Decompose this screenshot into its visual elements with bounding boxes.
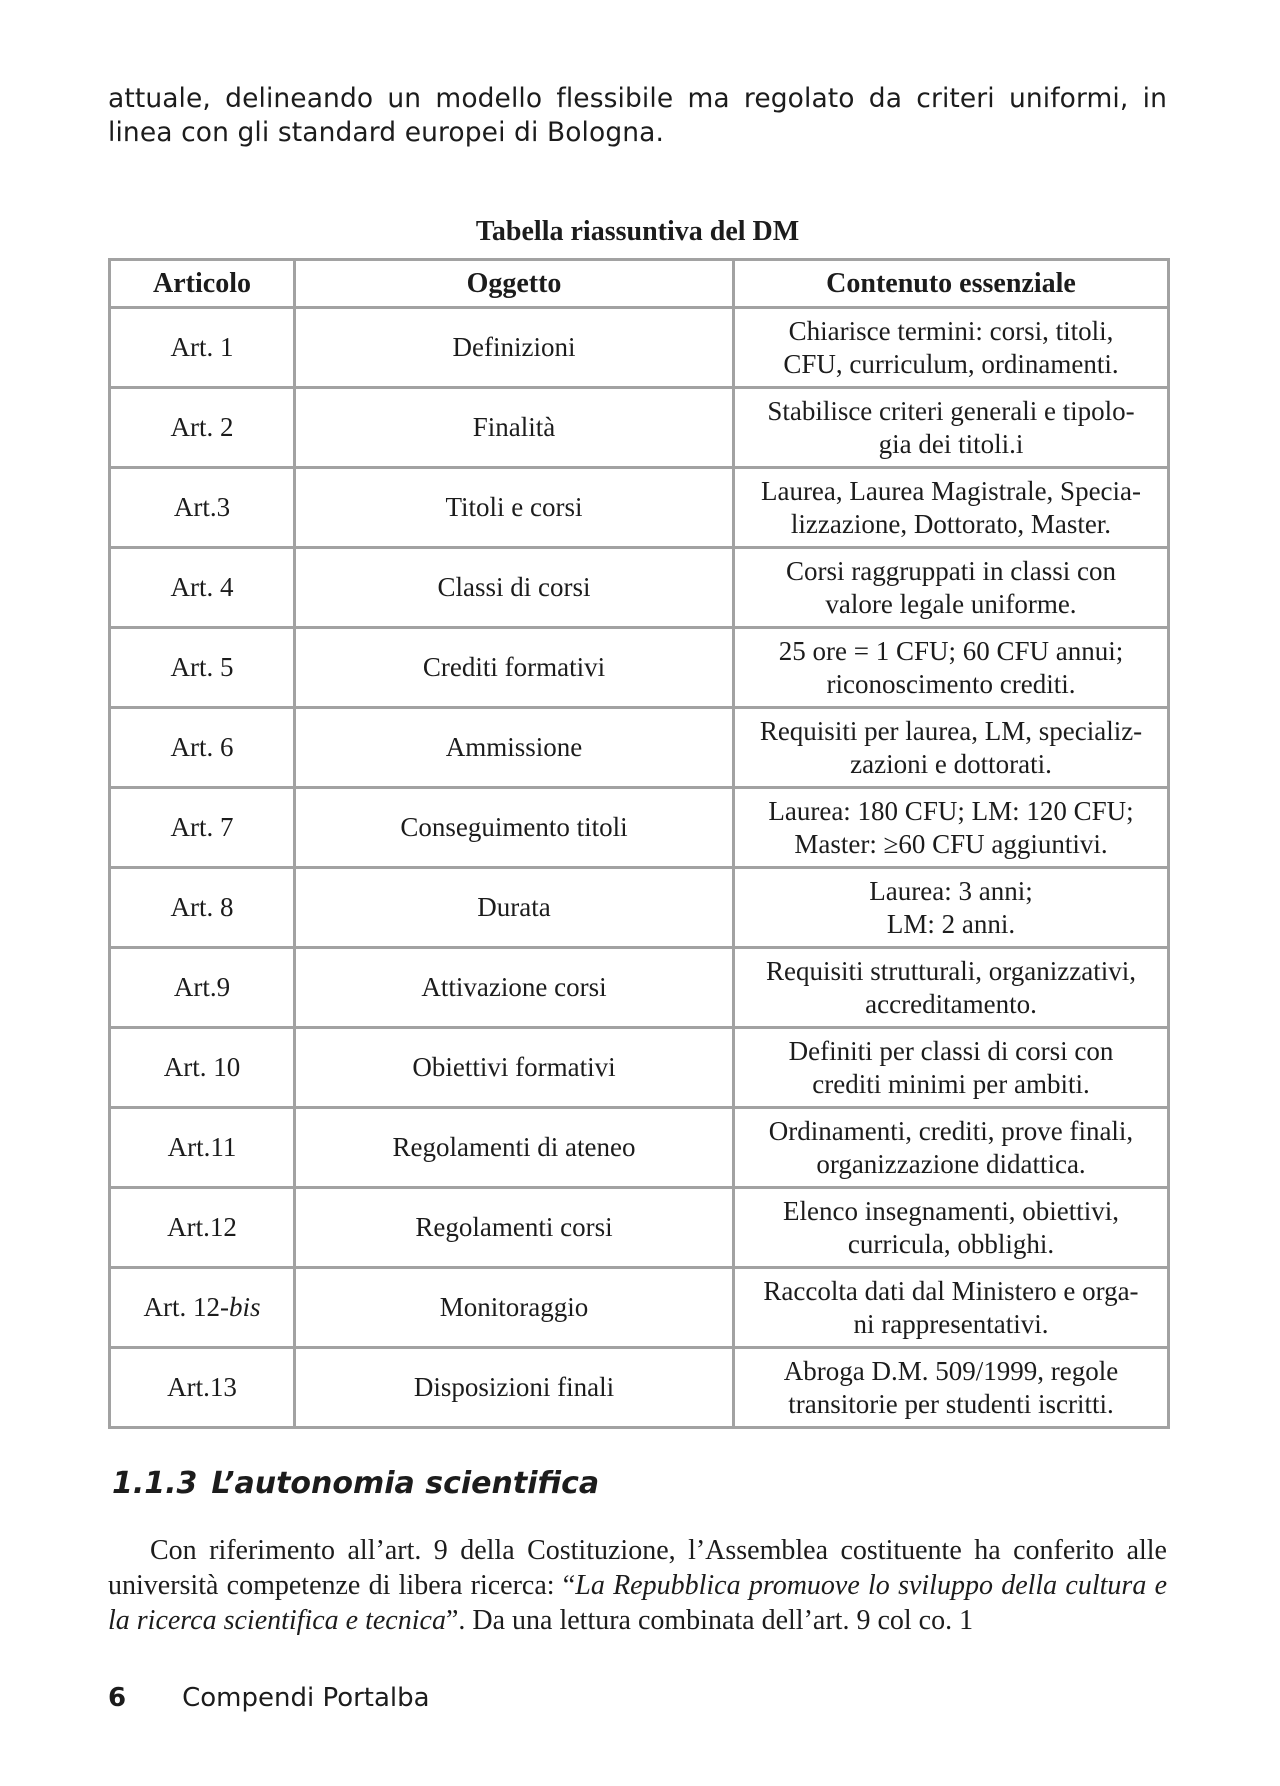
- articolo-text: Art.12: [167, 1212, 237, 1242]
- contenuto-line: Chiarisce termini: corsi, titoli,: [788, 315, 1114, 346]
- contenuto-line: Requisiti per laurea, LM, specializ-: [759, 715, 1143, 746]
- cell-contenuto: [734, 708, 1169, 788]
- table-row: [110, 388, 1169, 468]
- paragraph-text-2: ”. Da una lettura combinata dell’art. 9 col co. 1: [445, 1605, 974, 1636]
- section-number: 1.1.3: [112, 1466, 198, 1501]
- cell-articolo: [110, 1188, 295, 1268]
- contenuto-line: Master: ≥60 CFU aggiuntivi.: [794, 828, 1108, 859]
- cell-articolo: [110, 468, 295, 548]
- cell-oggetto: Attivazione corsi: [295, 948, 734, 1028]
- articolo-text: Art. 6: [170, 732, 234, 762]
- contenuto-line: accreditamento.: [865, 988, 1037, 1019]
- articolo-text: Art. 8: [170, 892, 234, 922]
- page-footer: [108, 1683, 430, 1713]
- cell-oggetto: Obiettivi formativi: [295, 1028, 734, 1108]
- contenuto-line: ni rappresentativi.: [853, 1308, 1049, 1339]
- articolo-text: Art. 4: [170, 572, 234, 602]
- table-header-row: [110, 260, 1169, 308]
- contenuto-line: Laurea, Laurea Magistrale, Specia-: [760, 475, 1142, 506]
- articolo-italic-suffix: bis: [228, 1292, 261, 1322]
- cell-contenuto: [734, 788, 1169, 868]
- contenuto-line: LM: 2 anni.: [886, 908, 1016, 939]
- table-row: [110, 308, 1169, 388]
- header-articolo: Articolo: [110, 260, 295, 308]
- section-title: L’autonomia scientifica: [211, 1466, 600, 1501]
- articolo-text: Art. 5: [170, 652, 234, 682]
- articolo-text: Art.13: [167, 1372, 237, 1402]
- contenuto-line: Ordinamenti, crediti, prove finali,: [768, 1115, 1134, 1146]
- table-row: [110, 788, 1169, 868]
- header-contenuto: Contenuto essenziale: [734, 260, 1169, 308]
- table-caption: Tabella riassuntiva del DM: [475, 216, 800, 247]
- cell-oggetto: Titoli e corsi: [295, 468, 734, 548]
- table-row: [110, 948, 1169, 1028]
- articolo-text: Art. 2: [170, 412, 234, 442]
- contenuto-line: valore legale uniforme.: [825, 588, 1077, 619]
- articolo-text: Art.3: [173, 492, 231, 522]
- cell-articolo: [110, 1028, 295, 1108]
- intro-paragraph: attuale, delineando un modello flessibile ma regolato da criteri uniformi, in linea con gli standard europei di Bologna.: [108, 83, 1167, 148]
- cell-contenuto: [734, 308, 1169, 388]
- table-row: [110, 628, 1169, 708]
- table-row: [110, 1268, 1169, 1348]
- contenuto-line: CFU, curriculum, ordinamenti.: [783, 348, 1119, 379]
- cell-articolo: [110, 308, 295, 388]
- publication-name: Compendi Portalba: [182, 1683, 430, 1713]
- cell-oggetto: Ammissione: [295, 708, 734, 788]
- table-row: [110, 708, 1169, 788]
- cell-contenuto: [734, 388, 1169, 468]
- contenuto-line: Raccolta dati dal Ministero e orga-: [763, 1275, 1139, 1306]
- cell-contenuto: [734, 868, 1169, 948]
- contenuto-line: riconoscimento crediti.: [826, 668, 1076, 699]
- articolo-text: Art.11: [167, 1132, 237, 1162]
- cell-contenuto: [734, 468, 1169, 548]
- cell-contenuto: [734, 1188, 1169, 1268]
- articolo-text: Art. 10: [163, 1052, 241, 1082]
- cell-articolo: [110, 388, 295, 468]
- cell-contenuto: [734, 628, 1169, 708]
- table-row: [110, 1028, 1169, 1108]
- constitution-quote: La Repubblica promuove lo sviluppo della cultura e la ricerca scientifica e tecnica: [108, 1570, 1168, 1636]
- articolo-text: Art. 12-: [143, 1292, 229, 1322]
- cell-oggetto: Monitoraggio: [295, 1268, 734, 1348]
- contenuto-line: Laurea: 180 CFU; LM: 120 CFU;: [768, 795, 1134, 826]
- contenuto-line: curricula, obblighi.: [847, 1228, 1055, 1259]
- section-heading: [112, 1466, 599, 1501]
- contenuto-line: gia dei titoli.i: [878, 428, 1024, 459]
- contenuto-line: Definiti per classi di corsi con: [788, 1035, 1114, 1066]
- cell-articolo: [110, 1348, 295, 1428]
- table-row: [110, 468, 1169, 548]
- cell-oggetto: Conseguimento titoli: [295, 788, 734, 868]
- cell-contenuto: [734, 1348, 1169, 1428]
- cell-oggetto: Regolamenti di ateneo: [295, 1108, 734, 1188]
- cell-articolo: [110, 548, 295, 628]
- contenuto-line: organizzazione didattica.: [816, 1148, 1086, 1179]
- cell-oggetto: Classi di corsi: [295, 548, 734, 628]
- cell-oggetto: Finalità: [295, 388, 734, 468]
- table-row: [110, 868, 1169, 948]
- cell-oggetto: Disposizioni finali: [295, 1348, 734, 1428]
- cell-contenuto: [734, 1028, 1169, 1108]
- contenuto-line: transitorie per studenti iscritti.: [788, 1388, 1114, 1419]
- paragraph-text-1: Con riferimento all’art. 9 della Costituzione, l’Assemblea costituente ha conferito alle università competenze di libera ricerca: “: [108, 1535, 1167, 1601]
- summary-table: [108, 258, 1170, 1429]
- cell-articolo: [110, 628, 295, 708]
- contenuto-line: zazioni e dottorati.: [850, 748, 1052, 779]
- cell-articolo: [110, 948, 295, 1028]
- page-number: 6: [108, 1683, 127, 1713]
- cell-contenuto: [734, 548, 1169, 628]
- articolo-text: Art. 7: [170, 812, 234, 842]
- cell-articolo: [110, 1108, 295, 1188]
- cell-articolo: [110, 788, 295, 868]
- articolo-text: Art.9: [173, 972, 231, 1002]
- cell-articolo: [110, 868, 295, 948]
- cell-articolo: [110, 1268, 295, 1348]
- cell-oggetto: Regolamenti corsi: [295, 1188, 734, 1268]
- table-row: [110, 1348, 1169, 1428]
- cell-oggetto: Definizioni: [295, 308, 734, 388]
- header-oggetto: Oggetto: [295, 260, 734, 308]
- contenuto-line: Stabilisce criteri generali e tipolo-: [767, 395, 1135, 426]
- table-row: [110, 548, 1169, 628]
- contenuto-line: Corsi raggruppati in classi con: [786, 555, 1116, 586]
- contenuto-line: Abroga D.M. 509/1999, regole: [783, 1355, 1119, 1386]
- body-paragraph: [108, 1533, 1167, 1638]
- cell-articolo: [110, 708, 295, 788]
- cell-contenuto: [734, 1108, 1169, 1188]
- contenuto-line: 25 ore = 1 CFU; 60 CFU annui;: [778, 635, 1124, 666]
- contenuto-line: Laurea: 3 anni;: [869, 875, 1033, 906]
- table-row: [110, 1108, 1169, 1188]
- cell-oggetto: Crediti formativi: [295, 628, 734, 708]
- contenuto-line: Requisiti strutturali, organizzativi,: [766, 955, 1136, 986]
- articolo-text: Art. 1: [170, 332, 234, 362]
- cell-contenuto: [734, 1268, 1169, 1348]
- contenuto-line: crediti minimi per ambiti.: [812, 1068, 1090, 1099]
- contenuto-line: Elenco insegnamenti, obiettivi,: [783, 1195, 1119, 1226]
- cell-contenuto: [734, 948, 1169, 1028]
- contenuto-line: lizzazione, Dottorato, Master.: [790, 508, 1112, 539]
- table-row: [110, 1188, 1169, 1268]
- cell-oggetto: Durata: [295, 868, 734, 948]
